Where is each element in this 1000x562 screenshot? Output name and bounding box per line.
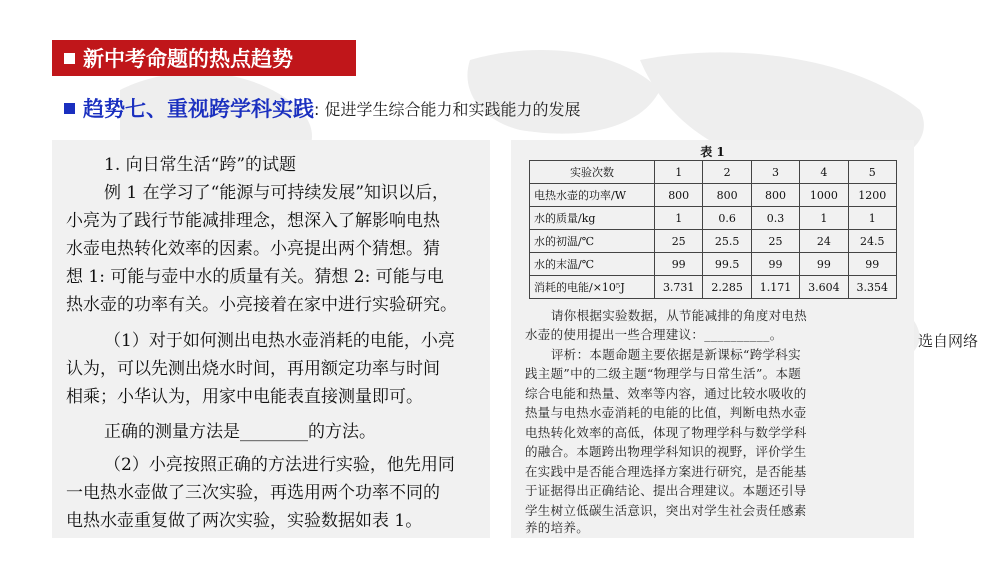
section-title-text: 新中考命题的热点趋势 <box>83 47 293 71</box>
commentary-line: 水壶的使用提出一些合理建议：__________。 <box>525 327 783 342</box>
question-line: 电热水壶重复做了两次实验，实验数据如表 1。 <box>66 511 423 531</box>
table-header-cell: 2 <box>703 161 751 184</box>
table-header-row <box>530 161 897 184</box>
table-cell: 25 <box>751 230 799 253</box>
trend-label: 趋势七、重视跨学科实践 <box>83 97 314 121</box>
table-cell: 800 <box>703 184 751 207</box>
question-line: 热水壶的功率有关。小亮接着在家中进行实验研究。 <box>66 295 457 315</box>
question-line: 水壶电热转化效率的因素。小亮提出两个猜想。猜 <box>66 239 440 259</box>
title-square-icon <box>64 53 75 64</box>
commentary-line: 评析：本题命题主要依据是新课标“跨学科实 <box>551 347 801 362</box>
question-line: 正确的测量方法是________的方法。 <box>104 422 376 442</box>
table-cell: 1000 <box>800 184 848 207</box>
table-cell: 1 <box>655 207 703 230</box>
table-cell: 0.3 <box>751 207 799 230</box>
table-cell: 1200 <box>848 184 896 207</box>
table-cell: 1.171 <box>751 276 799 299</box>
table-cell: 25.5 <box>703 230 751 253</box>
data-table-panel <box>511 140 914 538</box>
table-cell: 99 <box>800 253 848 276</box>
table-row <box>530 230 897 253</box>
table-cell: 99 <box>848 253 896 276</box>
question-line: 小亮为了践行节能减排理念，想深入了解影响电热 <box>66 211 440 231</box>
commentary-line: 的融合。本题跨出物理学科知识的视野，评价学生 <box>525 444 807 459</box>
table-cell: 99 <box>751 253 799 276</box>
commentary-line: 学生树立低碳生活意识，突出对学生社会责任感素 <box>525 503 807 518</box>
table-row <box>530 184 897 207</box>
question-line: 想 1: 可能与壶中水的质量有关。猜想 2: 可能与电 <box>66 267 444 287</box>
table-cell: 3.354 <box>848 276 896 299</box>
commentary-line: 在实践中是否能合理选择方案进行研究，是否能基 <box>525 464 807 479</box>
question-line: 例 1 在学习了“能源与可持续发展”知识以后， <box>104 183 450 203</box>
table-header-cell: 4 <box>800 161 848 184</box>
trend-square-icon <box>64 103 75 114</box>
table-header-cell: 5 <box>848 161 896 184</box>
source-note: 选自网络 <box>918 332 979 350</box>
question-line: 一电热水壶做了三次实验，再选用两个功率不同的 <box>66 483 440 503</box>
question-heading: 1. 向日常生活“跨”的试题 <box>104 155 297 175</box>
table-header-cell: 实验次数 <box>530 161 655 184</box>
table-cell: 2.285 <box>703 276 751 299</box>
table-cell: 3.604 <box>800 276 848 299</box>
section-title <box>52 40 356 76</box>
commentary-line: 于证据得出正确结论、提出合理建议。本题还引导 <box>525 483 807 498</box>
table-cell: 99 <box>655 253 703 276</box>
table-cell: 800 <box>655 184 703 207</box>
commentary-line: 养的培养。 <box>525 520 590 535</box>
table-cell: 0.6 <box>703 207 751 230</box>
table-cell: 25 <box>655 230 703 253</box>
commentary-line: 电热转化效率的高低，体现了物理学科与数学学科 <box>525 425 807 440</box>
commentary-line: 热量与电热水壶消耗的电能的比值，判断电热水壶 <box>525 405 807 420</box>
trend-heading <box>64 93 580 123</box>
table-header-cell: 1 <box>655 161 703 184</box>
table-cell: 99.5 <box>703 253 751 276</box>
table-row-header: 水的质量/kg <box>530 207 655 230</box>
question-line: （2）小亮按照正确的方法进行实验，他先用同 <box>104 455 455 475</box>
table-title: 表 1 <box>700 145 725 159</box>
table-cell: 1 <box>800 207 848 230</box>
question-line: 相乘；小华认为，用家中电能表直接测量即可。 <box>66 387 423 407</box>
table-cell: 24 <box>800 230 848 253</box>
table-row-header: 消耗的电能/×10⁵J <box>530 276 655 299</box>
table-row-header: 水的初温/℃ <box>530 230 655 253</box>
commentary-line: 践主题”中的二级主题“物理学与日常生活”。本题 <box>525 366 802 381</box>
question-line: （1）对于如何测出电热水壶消耗的电能，小亮 <box>104 331 455 351</box>
question-line: 认为，可以先测出烧水时间，再用额定功率与时间 <box>66 359 440 379</box>
table-cell: 1 <box>848 207 896 230</box>
table-row <box>530 253 897 276</box>
trend-description: : 促进学生综合能力和实践能力的发展 <box>314 99 581 119</box>
table-row-header: 水的末温/℃ <box>530 253 655 276</box>
table-row <box>530 207 897 230</box>
commentary-line: 请你根据实验数据，从节能减排的角度对电热 <box>551 308 808 323</box>
example-question-panel <box>52 140 490 538</box>
table-cell: 24.5 <box>848 230 896 253</box>
table-cell: 800 <box>751 184 799 207</box>
table-row-header: 电热水壶的功率/W <box>530 184 655 207</box>
table-header-cell: 3 <box>751 161 799 184</box>
table-row <box>530 276 897 299</box>
table-cell: 3.731 <box>655 276 703 299</box>
commentary-line: 综合电能和热量、效率等内容，通过比较水吸收的 <box>525 386 807 401</box>
experiment-data-table <box>529 160 897 299</box>
